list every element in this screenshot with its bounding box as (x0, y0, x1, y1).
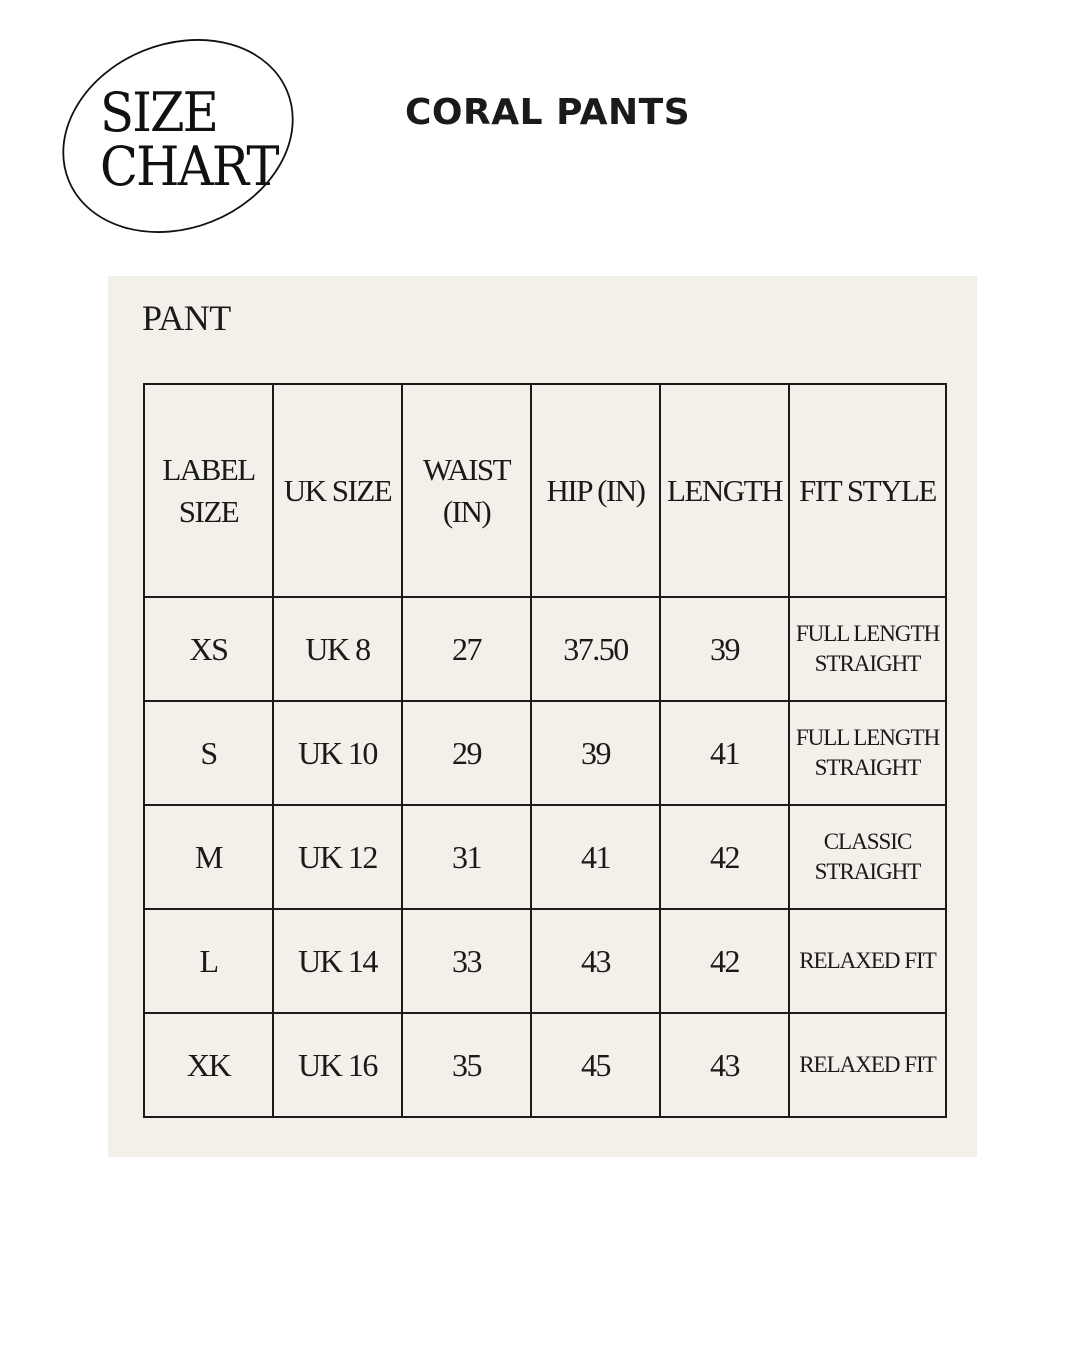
cell-label-size: XK (144, 1013, 273, 1117)
size-table (143, 383, 947, 1118)
header-label-size: LABEL SIZE (144, 384, 273, 597)
cell-uk-size: UK 8 (273, 597, 402, 701)
cell-waist: 33 (402, 909, 531, 1013)
cell-hip: 45 (531, 1013, 660, 1117)
cell-label-size: L (144, 909, 273, 1013)
cell-hip: 41 (531, 805, 660, 909)
table-row (144, 805, 946, 909)
cell-waist: 35 (402, 1013, 531, 1117)
cell-hip: 37.50 (531, 597, 660, 701)
cell-uk-size: UK 10 (273, 701, 402, 805)
cell-fit-style: RELAXED FIT (789, 1013, 946, 1117)
table-header-row (144, 384, 946, 597)
product-title: CORAL PANTS (405, 92, 691, 133)
logo-line-1: SIZE (100, 81, 218, 144)
cell-uk-size: UK 14 (273, 909, 402, 1013)
cell-length: 41 (660, 701, 789, 805)
section-label: PANT (142, 298, 231, 338)
header-length: LENGTH (660, 384, 789, 597)
size-chart-logo (60, 34, 310, 239)
table-row (144, 597, 946, 701)
logo-line-2: CHART (100, 135, 278, 198)
cell-fit-style: FULL LENGTH STRAIGHT (789, 701, 946, 805)
cell-waist: 29 (402, 701, 531, 805)
header-uk-size: UK SIZE (273, 384, 402, 597)
cell-hip: 43 (531, 909, 660, 1013)
cell-length: 42 (660, 805, 789, 909)
cell-fit-style: RELAXED FIT (789, 909, 946, 1013)
cell-hip: 39 (531, 701, 660, 805)
cell-label-size: XS (144, 597, 273, 701)
size-table-card (108, 276, 977, 1157)
cell-length: 39 (660, 597, 789, 701)
cell-uk-size: UK 16 (273, 1013, 402, 1117)
cell-waist: 31 (402, 805, 531, 909)
cell-length: 43 (660, 1013, 789, 1117)
cell-waist: 27 (402, 597, 531, 701)
header-waist: WAIST (IN) (402, 384, 531, 597)
cell-fit-style: FULL LENGTH STRAIGHT (789, 597, 946, 701)
header-fit-style: FIT STYLE (789, 384, 946, 597)
header-hip: HIP (IN) (531, 384, 660, 597)
table-row (144, 701, 946, 805)
table-row (144, 909, 946, 1013)
cell-length: 42 (660, 909, 789, 1013)
cell-uk-size: UK 12 (273, 805, 402, 909)
cell-label-size: M (144, 805, 273, 909)
cell-label-size: S (144, 701, 273, 805)
table-row (144, 1013, 946, 1117)
cell-fit-style: CLASSIC STRAIGHT (789, 805, 946, 909)
